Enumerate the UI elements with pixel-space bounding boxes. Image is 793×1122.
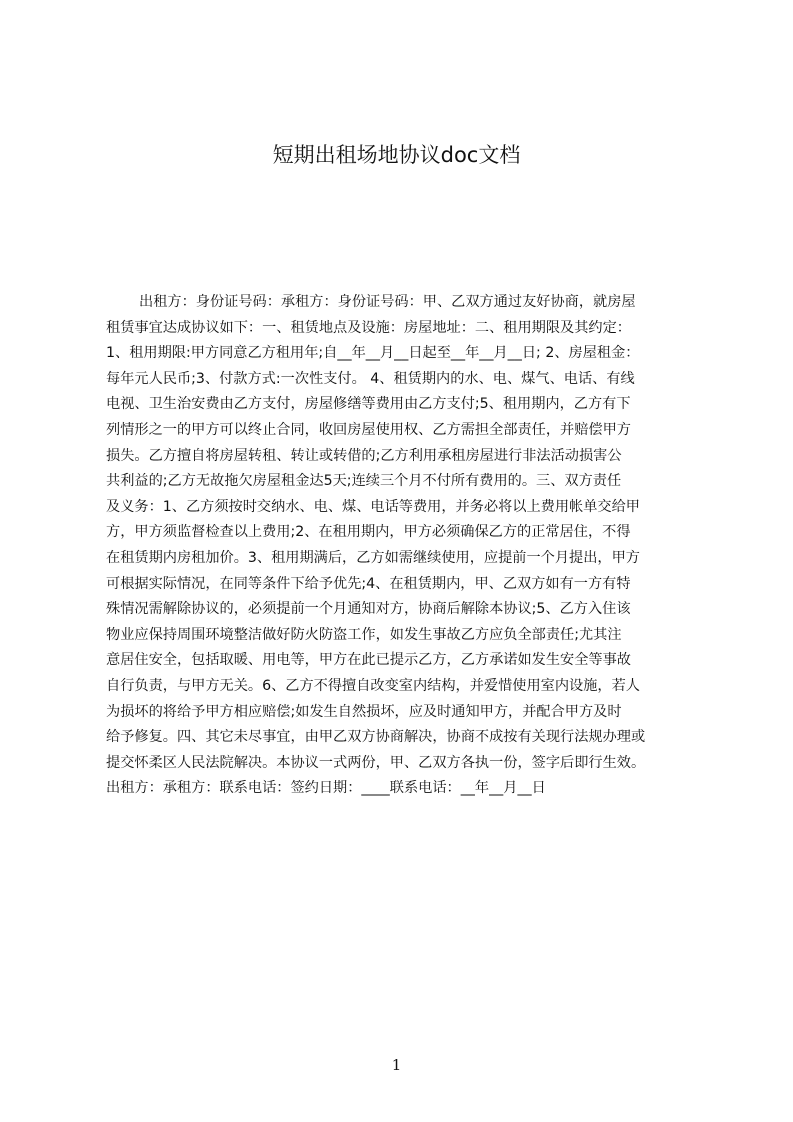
paragraph-line: 1、租用期限:甲方同意乙方租用年;自__年__月__日起至__年__月__日; 2、房屋租金： [106, 345, 640, 362]
paragraph-line: 方，甲方须监督检查以上费用;2、在租用期内，甲方必须确保乙方的正常居住，不得 [106, 524, 631, 541]
paragraph-line: 每年元人民币;3、付款方式:一次性支付。 4、租赁期内的水、电、煤气、电话、有线 [106, 370, 635, 387]
paragraph-line: 租赁事宜达成协议如下：一、租赁地点及设施：房屋地址：二、租用期限及其约定： [106, 319, 631, 336]
paragraph-line: 自行负责，与甲方无关。6、乙方不得擅自改变室内结构，并爱惜使用室内设施，若人 [106, 677, 640, 694]
page-number: 1 [391, 1056, 402, 1074]
paragraph-line: 在租赁期内房租加价。3、租用期满后，乙方如需继续使用，应提前一个月提出，甲方 [106, 549, 640, 566]
paragraph-line: 物业应保持周围环境整洁做好防火防盗工作，如发生事故乙方应负全部责任;尤其注 [106, 626, 622, 643]
document-body [106, 290, 697, 802]
paragraph-line: 殊情况需解除协议的，必须提前一个月通知对方，协商后解除本协议;5、乙方入住该 [106, 601, 631, 618]
paragraph-line: 损失。乙方擅自将房屋转租、转让或转借的;乙方利用承租房屋进行非法活动损害公 [106, 447, 622, 464]
paragraph-line: 给予修复。四、其它未尽事宜，由甲乙双方协商解决，协商不成按有关现行法规办理或 [106, 729, 646, 746]
paragraph-line: 电视、卫生治安费由乙方支付，房屋修缮等费用由乙方支付;5、租用期内，乙方有下 [106, 396, 631, 413]
paragraph-line: 列情形之一的甲方可以终止合同，收回房屋使用权、乙方需担全部责任，并赔偿甲方 [106, 421, 631, 438]
document-title: 短期出租场地协议doc文档 [272, 143, 521, 167]
paragraph-line: 共利益的;乙方无故拖欠房屋租金达5天;连续三个月不付所有费用的。三、双方责任 [106, 473, 622, 490]
paragraph-line: 提交怀柔区人民法院解决。本协议一式两份，甲、乙双方各执一份，签字后即行生效。 [106, 754, 646, 771]
paragraph-line: 意居住安全，包括取暖、用电等，甲方在此已提示乙方，乙方承诺如发生安全等事故 [106, 652, 631, 669]
signature-line: 出租方：承租方：联系电话：签约日期：____联系电话：__年__月__日 [106, 780, 546, 797]
paragraph-line: 出租方：身份证号码：承租方：身份证号码：甲、乙双方通过友好协商，就房屋 [139, 294, 636, 310]
paragraph-line: 为损坏的将给予甲方相应赔偿;如发生自然损坏，应及时通知甲方，并配合甲方及时 [106, 703, 622, 720]
paragraph-line: 可根据实际情况，在同等条件下给予优先;4、在租赁期内，甲、乙双方如有一方有特 [106, 575, 631, 592]
paragraph-line: 及义务：1、乙方须按时交纳水、电、煤、电话等费用，并务必将以上费用帐单交给甲 [106, 498, 640, 515]
